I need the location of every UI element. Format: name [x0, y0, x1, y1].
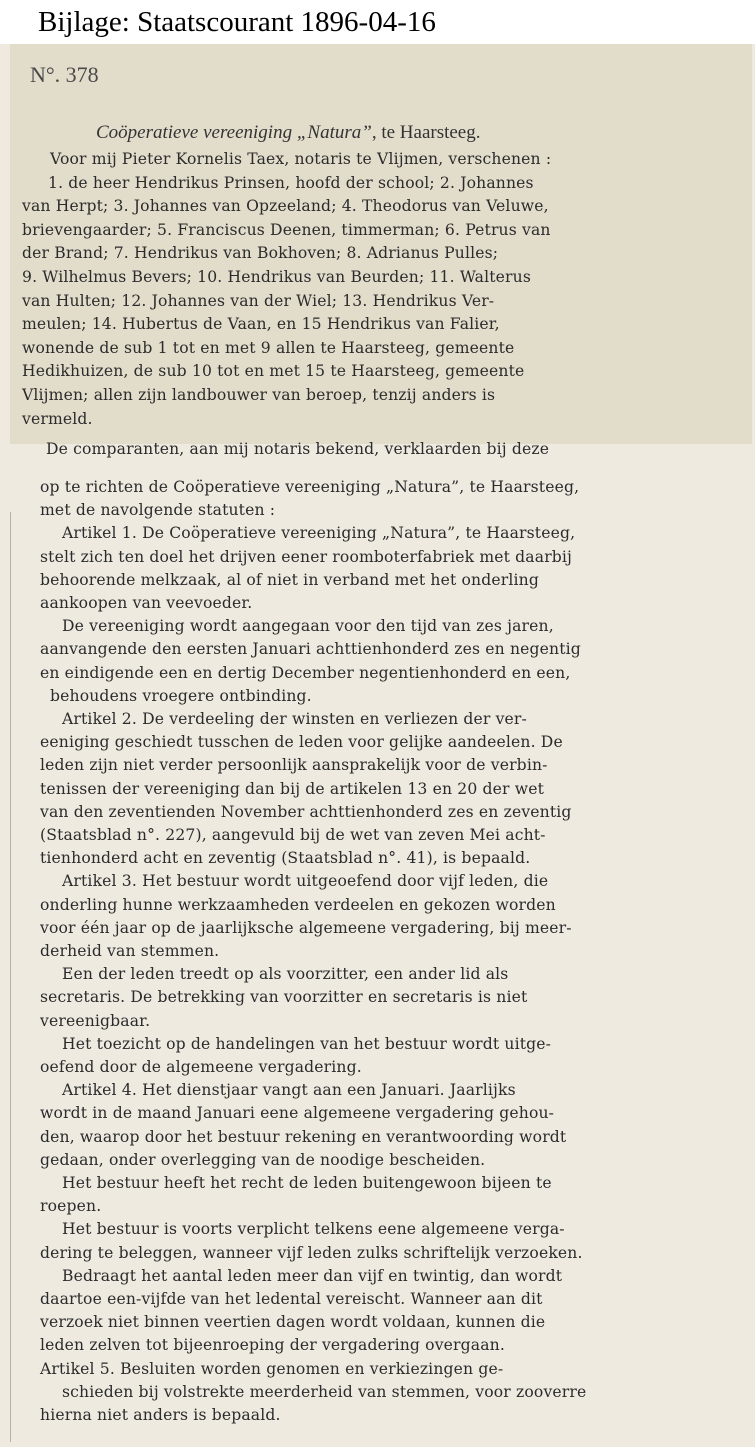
text-line: meulen; 14. Hubertus de Vaan, en 15 Hendrikus van Falier,: [22, 315, 500, 334]
text-line: behoudens vroegere ontbinding.: [50, 686, 312, 705]
text-line: van Hulten; 12. Johannes van der Wiel; 13. Hendrikus Ver-: [22, 291, 495, 310]
text-line: aankoopen van veevoeder.: [40, 594, 253, 612]
text-line: secretaris. De betrekking van voorzitter en secretaris is niet: [40, 988, 528, 1007]
text-line: verzoek niet binnen veertien dagen wordt voldaan, kunnen die: [40, 1313, 546, 1332]
text-line: oefend door de algemeene vergadering.: [40, 1058, 362, 1076]
text-line: hierna niet anders is bepaald.: [40, 1406, 281, 1424]
text-line: met de navolgende statuten :: [40, 501, 276, 520]
text-line: Het toezicht op de handelingen van het bestuur wordt uitge-: [62, 1034, 552, 1053]
text-line: (Staatsblad n°. 227), aangevuld bij de wet van zeven Mei acht-: [40, 826, 546, 844]
text-line: wordt in de maand Januari eene algemeene vergadering gehou-: [40, 1104, 555, 1123]
text-line: Voor mij Pieter Kornelis Taex, notaris te Vlijmen, verschenen :: [50, 150, 552, 168]
text-line: onderling hunne werkzaamheden verdeelen en gekozen worden: [40, 895, 556, 914]
document-title-place: , te Haarsteeg.: [371, 122, 481, 143]
text-line: vermeld.: [22, 409, 93, 428]
text-line: den, waarop door het bestuur rekening en verantwoording wordt: [40, 1127, 567, 1146]
text-line: dering te beleggen, wanneer vijf leden zulks schriftelijk verzoeken.: [40, 1243, 583, 1262]
text-line: leden zelven tot bijeenroeping der vergadering overgaan.: [40, 1336, 505, 1355]
text-line: der Brand; 7. Hendrikus van Bokhoven; 8. Adrianus Pulles;: [22, 244, 499, 263]
text-line: en eindigende een en dertig December negentienhonderd en een,: [40, 663, 571, 682]
text-line: Artikel 2. De verdeeling der winsten en verliezen der ver-: [62, 710, 527, 728]
text-line: gedaan, onder overlegging van de noodige bescheiden.: [40, 1150, 486, 1169]
text-line: behoorende melkzaak, al of niet in verband met het onderling: [40, 570, 539, 589]
text-line: derheid van stemmen.: [40, 942, 220, 960]
document-title-name: Coöperatieve vereeniging „Natura”: [96, 122, 372, 143]
text-line: Artikel 4. Het dienstjaar vangt aan een Januari. Jaarlijks: [62, 1081, 516, 1100]
text-line: Artikel 5. Besluiten worden genomen en verkiezingen ge-: [40, 1359, 504, 1378]
text-line: Hedikhuizen, de sub 10 tot en met 15 te Haarsteeg, gemeente: [22, 362, 525, 381]
text-line: tienhonderd acht en zeventig (Staatsblad n°. 41), is bepaald.: [40, 849, 531, 868]
text-line: van Herpt; 3. Johannes van Opzeeland; 4. Theodorus van Veluwe,: [22, 197, 549, 216]
text-line: voor één jaar op de jaarlijksche algemeene vergadering, bij meer-: [40, 918, 572, 937]
text-line: schieden bij volstrekte meerderheid van stemmen, voor zooverre: [62, 1382, 587, 1401]
text-line: Een der leden treedt op als voorzitter, een ander lid als: [62, 965, 509, 984]
text-line: aanvangende den eersten Januari achttienhonderd zes en negentig: [40, 640, 581, 659]
text-line: vereenigbaar.: [40, 1011, 151, 1030]
text-line: Vlijmen; allen zijn landbouwer van beroep, tenzij anders is: [22, 386, 496, 404]
text-line: roepen.: [40, 1197, 102, 1216]
text-line: tenissen der vereeniging dan bij de artikelen 13 en 20 der wet: [40, 779, 545, 798]
page-title: Bijlage: Staatscourant 1896-04-16: [38, 6, 436, 38]
document-title: [96, 122, 481, 144]
text-line: Artikel 1. De Coöperatieve vereeniging „Natura”, te Haarsteeg,: [62, 524, 576, 543]
text-line: eeniging geschiedt tusschen de leden voor gelijke aandeelen. De: [40, 733, 563, 752]
text-line: Het bestuur heeft het recht de leden buitengewoon bijeen te: [62, 1174, 552, 1192]
text-line: op te richten de Coöperatieve vereeniging „Natura”, te Haarsteeg,: [40, 478, 580, 496]
text-line: daartoe een-vijfde van het ledental vereischt. Wanneer aan dit: [40, 1290, 543, 1308]
text-line: wonende de sub 1 tot en met 9 allen te Haarsteeg, gemeente: [22, 338, 515, 357]
text-line: Bedraagt het aantal leden meer dan vijf en twintig, dan wordt: [62, 1266, 563, 1285]
text-line: van den zeventienden November achttienhonderd zes en zeventig: [40, 802, 572, 821]
margin-rule: [10, 512, 11, 1442]
text-line: leden zijn niet verder persoonlijk aansprakelijk voor de verbin-: [40, 756, 548, 775]
text-line: Artikel 3. Het bestuur wordt uitgeoefend door vijf leden, die: [62, 872, 549, 891]
text-line: stelt zich ten doel het drijven eener roomboterfabriek met daarbij: [40, 547, 573, 566]
document-number: N°. 378: [30, 62, 99, 87]
text-line: 9. Wilhelmus Bevers; 10. Hendrikus van Beurden; 11. Walterus: [22, 268, 531, 286]
text-line: Het bestuur is voorts verplicht telkens eene algemeene verga-: [62, 1220, 565, 1239]
page-header: [0, 0, 755, 44]
text-line: De vereeniging wordt aangegaan voor den tijd van zes jaren,: [62, 617, 554, 636]
text-line: De comparanten, aan mij notaris bekend, verklaarden bij deze: [46, 440, 550, 458]
text-line: 1. de heer Hendrikus Prinsen, hoofd der school; 2. Johannes: [48, 173, 534, 192]
text-line: brievengaarder; 5. Franciscus Deenen, timmerman; 6. Petrus van: [22, 220, 551, 239]
